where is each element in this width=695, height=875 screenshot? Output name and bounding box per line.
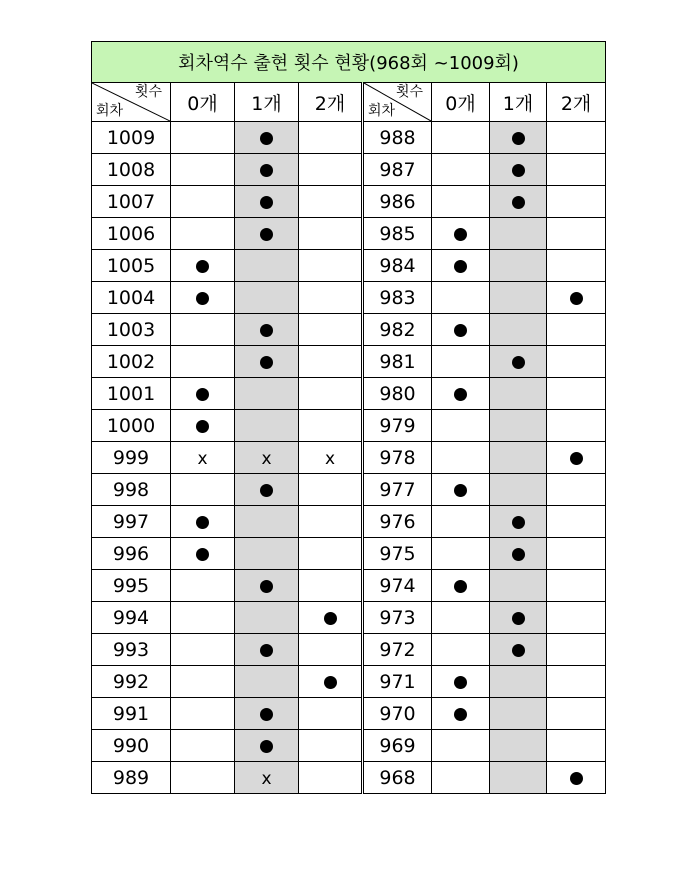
filled-dot-icon: [512, 644, 525, 657]
table-row: [92, 698, 606, 730]
empty-cell: [299, 186, 363, 218]
count-label: 횟수: [134, 84, 162, 100]
mark-cell: [490, 346, 547, 378]
round-number: 979: [363, 410, 432, 442]
mark-cell: [299, 442, 363, 474]
round-number: 993: [92, 634, 171, 666]
round-number: 994: [92, 602, 171, 634]
x-mark: x: [261, 768, 272, 789]
empty-cell: [299, 314, 363, 346]
mark-cell: [235, 634, 299, 666]
x-mark: x: [324, 448, 336, 469]
round-number: 1006: [92, 218, 171, 250]
table-row: [92, 410, 606, 442]
empty-cell: [171, 346, 235, 378]
round-number: 988: [363, 122, 432, 154]
round-number: 992: [92, 666, 171, 698]
empty-cell: [432, 154, 490, 186]
mark-cell: [432, 250, 490, 282]
empty-cell: [432, 186, 490, 218]
empty-cell: [299, 730, 363, 762]
empty-cell: [547, 122, 606, 154]
x-mark: x: [197, 448, 208, 469]
filled-dot-icon: [260, 228, 273, 241]
mark-cell: [235, 218, 299, 250]
filled-dot-icon: [260, 164, 273, 177]
empty-cell: [171, 634, 235, 666]
table-row: [92, 442, 606, 474]
empty-cell: [547, 410, 606, 442]
filled-dot-icon: [196, 388, 209, 401]
round-number: 991: [92, 698, 171, 730]
round-number: 978: [363, 442, 432, 474]
empty-cell: [235, 506, 299, 538]
empty-cell: [432, 634, 490, 666]
empty-cell: [235, 378, 299, 410]
filled-dot-icon: [512, 612, 525, 625]
filled-dot-icon: [260, 740, 273, 753]
empty-cell: [235, 250, 299, 282]
empty-cell: [299, 506, 363, 538]
empty-cell: [171, 218, 235, 250]
empty-cell: [432, 538, 490, 570]
filled-dot-icon: [512, 356, 525, 369]
empty-cell: [490, 314, 547, 346]
mark-cell: [171, 442, 235, 474]
mark-cell: [235, 154, 299, 186]
mark-cell: [235, 730, 299, 762]
mark-cell: [547, 442, 606, 474]
mark-cell: [235, 346, 299, 378]
filled-dot-icon: [512, 132, 525, 145]
corner-header-left: [92, 83, 171, 122]
empty-cell: [299, 762, 363, 794]
filled-dot-icon: [570, 292, 583, 305]
empty-cell: [299, 218, 363, 250]
filled-dot-icon: [454, 580, 467, 593]
empty-cell: [547, 506, 606, 538]
empty-cell: [432, 122, 490, 154]
empty-cell: [490, 410, 547, 442]
round-number: 981: [363, 346, 432, 378]
col-header-0: 0개: [432, 83, 490, 122]
empty-cell: [171, 762, 235, 794]
mark-cell: [171, 250, 235, 282]
mark-cell: [547, 282, 606, 314]
mark-cell: [432, 570, 490, 602]
empty-cell: [547, 346, 606, 378]
mark-cell: [490, 602, 547, 634]
round-number: 968: [363, 762, 432, 794]
round-number: 986: [363, 186, 432, 218]
filled-dot-icon: [196, 292, 209, 305]
empty-cell: [490, 474, 547, 506]
filled-dot-icon: [260, 644, 273, 657]
empty-cell: [299, 378, 363, 410]
round-number: 1009: [92, 122, 171, 154]
empty-cell: [547, 154, 606, 186]
filled-dot-icon: [324, 676, 337, 689]
round-number: 977: [363, 474, 432, 506]
filled-dot-icon: [196, 420, 209, 433]
empty-cell: [490, 762, 547, 794]
empty-cell: [299, 634, 363, 666]
mark-cell: [432, 666, 490, 698]
table-row: [92, 346, 606, 378]
filled-dot-icon: [196, 260, 209, 273]
header-row: [92, 83, 606, 122]
table-row: [92, 282, 606, 314]
filled-dot-icon: [260, 484, 273, 497]
empty-cell: [490, 570, 547, 602]
round-number: 984: [363, 250, 432, 282]
table-row: [92, 218, 606, 250]
round-number: 996: [92, 538, 171, 570]
mark-cell: [235, 442, 299, 474]
empty-cell: [490, 730, 547, 762]
mark-cell: [490, 538, 547, 570]
mark-cell: [171, 538, 235, 570]
table-row: [92, 154, 606, 186]
x-mark: x: [261, 448, 272, 469]
filled-dot-icon: [512, 516, 525, 529]
mark-cell: [299, 666, 363, 698]
round-number: 982: [363, 314, 432, 346]
empty-cell: [235, 282, 299, 314]
empty-cell: [547, 314, 606, 346]
empty-cell: [432, 282, 490, 314]
empty-cell: [547, 666, 606, 698]
round-number: 1001: [92, 378, 171, 410]
round-number: 974: [363, 570, 432, 602]
table-row: [92, 506, 606, 538]
round-number: 976: [363, 506, 432, 538]
mark-cell: [235, 314, 299, 346]
mark-cell: [490, 154, 547, 186]
mark-cell: [432, 378, 490, 410]
filled-dot-icon: [196, 548, 209, 561]
empty-cell: [547, 602, 606, 634]
empty-cell: [547, 474, 606, 506]
empty-cell: [432, 346, 490, 378]
filled-dot-icon: [454, 388, 467, 401]
empty-cell: [490, 378, 547, 410]
empty-cell: [235, 538, 299, 570]
empty-cell: [299, 346, 363, 378]
empty-cell: [432, 730, 490, 762]
mark-cell: [171, 282, 235, 314]
mark-cell: [490, 634, 547, 666]
mark-cell: [235, 698, 299, 730]
empty-cell: [547, 378, 606, 410]
table-body: [92, 122, 606, 794]
round-number: 1005: [92, 250, 171, 282]
empty-cell: [171, 666, 235, 698]
mark-cell: [547, 762, 606, 794]
round-number: 969: [363, 730, 432, 762]
mark-cell: [235, 186, 299, 218]
round-number: 999: [92, 442, 171, 474]
mark-cell: [235, 474, 299, 506]
empty-cell: [490, 442, 547, 474]
filled-dot-icon: [512, 196, 525, 209]
empty-cell: [547, 634, 606, 666]
mark-cell: [235, 570, 299, 602]
col-header-0: 0개: [171, 83, 235, 122]
mark-cell: [299, 602, 363, 634]
filled-dot-icon: [454, 484, 467, 497]
mark-cell: [490, 506, 547, 538]
filled-dot-icon: [260, 196, 273, 209]
table-row: [92, 538, 606, 570]
empty-cell: [299, 250, 363, 282]
mark-cell: [171, 378, 235, 410]
round-number: 983: [363, 282, 432, 314]
round-number: 1004: [92, 282, 171, 314]
round-number: 998: [92, 474, 171, 506]
mark-cell: [235, 762, 299, 794]
table-row: [92, 250, 606, 282]
table-row: [92, 474, 606, 506]
mark-cell: [432, 474, 490, 506]
round-number: 972: [363, 634, 432, 666]
filled-dot-icon: [570, 452, 583, 465]
mark-cell: [432, 698, 490, 730]
empty-cell: [490, 218, 547, 250]
empty-cell: [547, 570, 606, 602]
round-number: 975: [363, 538, 432, 570]
filled-dot-icon: [570, 772, 583, 785]
empty-cell: [299, 698, 363, 730]
empty-cell: [432, 602, 490, 634]
filled-dot-icon: [454, 324, 467, 337]
stats-table: [91, 41, 606, 794]
empty-cell: [299, 154, 363, 186]
filled-dot-icon: [324, 612, 337, 625]
mark-cell: [432, 314, 490, 346]
mark-cell: [432, 218, 490, 250]
empty-cell: [171, 314, 235, 346]
round-number: 1002: [92, 346, 171, 378]
round-label: 회차: [96, 103, 124, 119]
empty-cell: [547, 218, 606, 250]
empty-cell: [432, 762, 490, 794]
empty-cell: [171, 730, 235, 762]
empty-cell: [490, 250, 547, 282]
col-header-1: 1개: [235, 83, 299, 122]
empty-cell: [547, 250, 606, 282]
empty-cell: [490, 282, 547, 314]
empty-cell: [299, 122, 363, 154]
round-number: 989: [92, 762, 171, 794]
empty-cell: [171, 474, 235, 506]
filled-dot-icon: [260, 356, 273, 369]
table-row: [92, 570, 606, 602]
col-header-2: 2개: [299, 83, 363, 122]
round-number: 990: [92, 730, 171, 762]
empty-cell: [171, 698, 235, 730]
count-label: 횟수: [395, 84, 423, 100]
table-row: [92, 602, 606, 634]
empty-cell: [171, 602, 235, 634]
empty-cell: [432, 506, 490, 538]
empty-cell: [490, 666, 547, 698]
table-row: [92, 122, 606, 154]
empty-cell: [547, 538, 606, 570]
table-row: [92, 666, 606, 698]
filled-dot-icon: [260, 708, 273, 721]
empty-cell: [299, 538, 363, 570]
round-number: 997: [92, 506, 171, 538]
round-number: 995: [92, 570, 171, 602]
filled-dot-icon: [512, 548, 525, 561]
table-row: [92, 762, 606, 794]
filled-dot-icon: [454, 228, 467, 241]
table-row: [92, 730, 606, 762]
filled-dot-icon: [454, 260, 467, 273]
table-row: [92, 314, 606, 346]
empty-cell: [299, 474, 363, 506]
empty-cell: [432, 410, 490, 442]
empty-cell: [235, 410, 299, 442]
stats-table-container: [91, 41, 605, 794]
round-number: 970: [363, 698, 432, 730]
mark-cell: [171, 410, 235, 442]
empty-cell: [171, 186, 235, 218]
round-number: 1007: [92, 186, 171, 218]
col-header-2: 2개: [547, 83, 606, 122]
round-number: 987: [363, 154, 432, 186]
table-row: [92, 378, 606, 410]
empty-cell: [299, 570, 363, 602]
mark-cell: [235, 122, 299, 154]
round-number: 985: [363, 218, 432, 250]
empty-cell: [490, 698, 547, 730]
filled-dot-icon: [260, 132, 273, 145]
round-number: 1000: [92, 410, 171, 442]
round-number: 973: [363, 602, 432, 634]
round-number: 1003: [92, 314, 171, 346]
empty-cell: [547, 730, 606, 762]
col-header-1: 1개: [490, 83, 547, 122]
corner-header-right: [363, 83, 432, 122]
round-number: 971: [363, 666, 432, 698]
table-row: [92, 634, 606, 666]
empty-cell: [547, 186, 606, 218]
empty-cell: [235, 602, 299, 634]
mark-cell: [490, 122, 547, 154]
empty-cell: [171, 122, 235, 154]
empty-cell: [171, 570, 235, 602]
filled-dot-icon: [512, 164, 525, 177]
empty-cell: [547, 698, 606, 730]
empty-cell: [432, 442, 490, 474]
mark-cell: [490, 186, 547, 218]
empty-cell: [299, 410, 363, 442]
empty-cell: [235, 666, 299, 698]
filled-dot-icon: [196, 516, 209, 529]
mark-cell: [171, 506, 235, 538]
round-number: 1008: [92, 154, 171, 186]
empty-cell: [299, 282, 363, 314]
round-number: 980: [363, 378, 432, 410]
filled-dot-icon: [260, 324, 273, 337]
table-title: 회차역수 출현 횟수 현황(968회 ~1009회): [92, 42, 606, 83]
round-label: 회차: [368, 103, 396, 119]
filled-dot-icon: [454, 676, 467, 689]
empty-cell: [171, 154, 235, 186]
filled-dot-icon: [260, 580, 273, 593]
filled-dot-icon: [454, 708, 467, 721]
table-row: [92, 186, 606, 218]
